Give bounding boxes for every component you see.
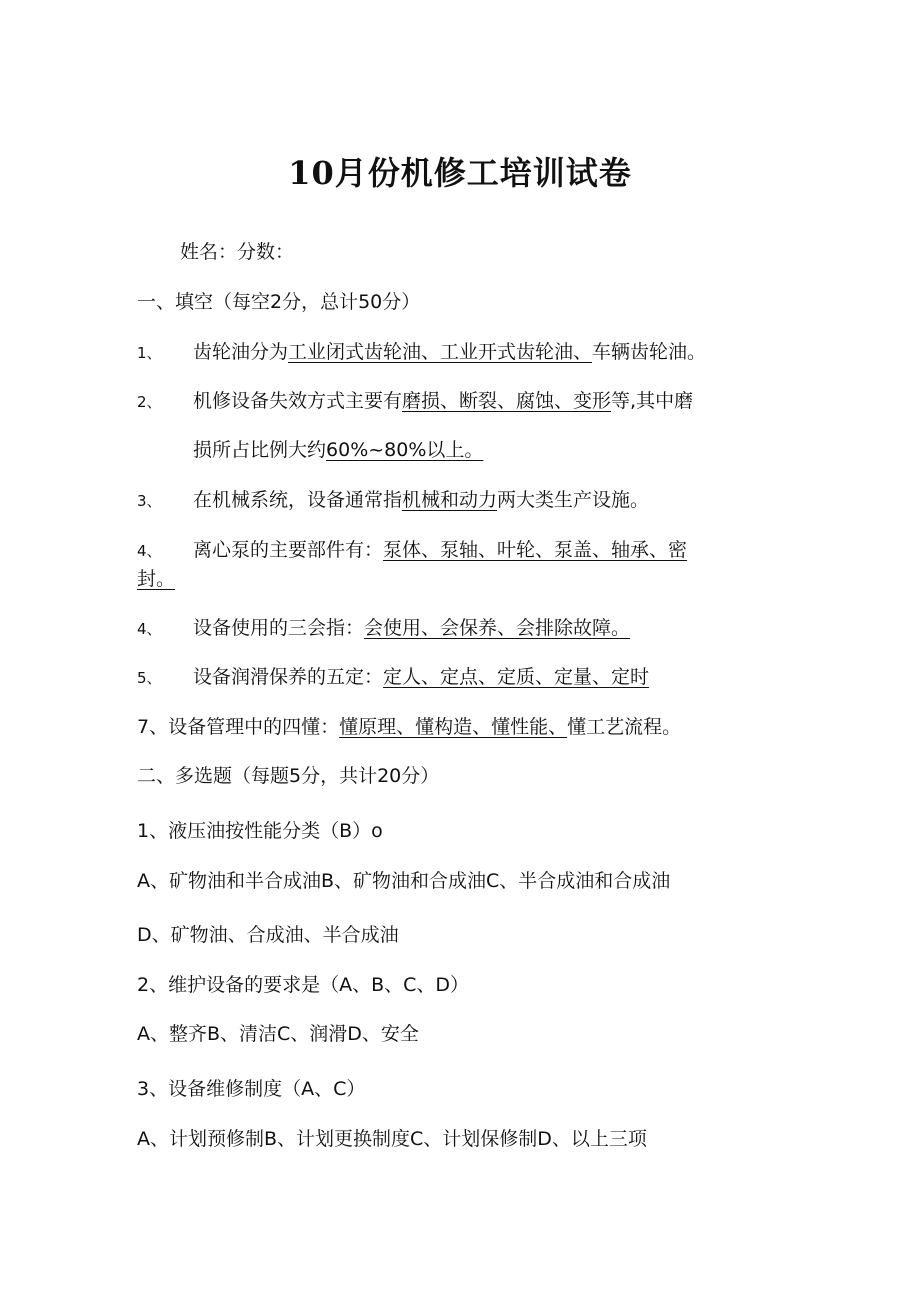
choice-question-2: 2、维护设备的要求是（A、B、C、D）	[137, 974, 470, 996]
question-number: 2、	[137, 393, 162, 411]
question-number: 1、	[137, 344, 162, 362]
question-text: 两大类生产设施。	[497, 489, 650, 511]
fill-question-1	[137, 340, 706, 365]
section1-heading: 一、填空（每空2分，总计50分）	[137, 291, 421, 313]
question-text: 机修设备失效方式主要有	[193, 390, 403, 412]
question-text: 在机械系统，设备通常指	[193, 489, 403, 511]
answer-text: 定人、定点、定质、定量、定时	[383, 666, 650, 688]
answer-text: 会使用、会保养、会排除故障。	[364, 617, 631, 639]
fill-question-2-continued	[193, 438, 483, 462]
question-text: 懂工艺流程。	[567, 716, 682, 738]
fill-question-5	[137, 665, 649, 690]
choice-question-3: 3、设备维修制度（A、C）	[137, 1078, 366, 1100]
question-text: 车辆齿轮油。	[592, 341, 707, 363]
answer-text: 机械和动力	[402, 489, 498, 511]
fill-question-4a-continued	[137, 567, 175, 591]
fill-question-4b	[137, 616, 630, 641]
section2-heading: 二、多选题（每题5分，共计20分）	[137, 765, 440, 787]
answer-text: 工业闭式齿轮油、工业开式齿轮油、	[288, 341, 593, 363]
answer-text: 懂原理、懂构造、懂性能、	[339, 716, 568, 738]
question-number: 3、	[137, 492, 162, 510]
choice-question-2-options: A、整齐B、清洁C、润滑D、安全	[137, 1023, 419, 1045]
question-text: 设备润滑保养的五定：	[193, 666, 384, 688]
answer-text: 封。	[137, 568, 176, 590]
question-text: 齿轮油分为	[193, 341, 289, 363]
fill-question-7	[137, 715, 681, 739]
answer-text: 磨损、断裂、腐蚀、变形	[402, 390, 612, 412]
choice-question-1: 1、液压油按性能分类（B）o	[137, 820, 383, 842]
fill-question-2	[137, 389, 693, 414]
question-text: 离心泵的主要部件有：	[193, 539, 384, 561]
fill-question-4a	[137, 538, 687, 563]
choice-question-1-options: A、矿物油和半合成油B、矿物油和合成油C、半合成油和合成油	[137, 870, 671, 892]
question-number: 4、	[137, 620, 162, 638]
answer-text: 60%~80%以上。	[326, 439, 484, 461]
name-score-line: 姓名：分数：	[180, 241, 295, 263]
question-text: 设备使用的三会指：	[193, 617, 365, 639]
choice-question-3-options: A、计划预修制B、计划更换制度C、计划保修制D、以上三项	[137, 1128, 647, 1150]
choice-question-1-options-continued: D、矿物油、合成油、半合成油	[137, 924, 399, 946]
question-text: 等,其中磨	[611, 390, 694, 412]
answer-text: 泵体、泵轴、叶轮、泵盖、轴承、密	[383, 539, 688, 561]
question-number: 5、	[137, 669, 162, 687]
question-text: 损所占比例大约	[193, 439, 327, 461]
question-number: 4、	[137, 542, 162, 560]
page-title: 10月份机修工培训试卷	[288, 154, 632, 192]
question-text: 7、设备管理中的四懂：	[137, 716, 340, 738]
fill-question-3	[137, 488, 649, 513]
